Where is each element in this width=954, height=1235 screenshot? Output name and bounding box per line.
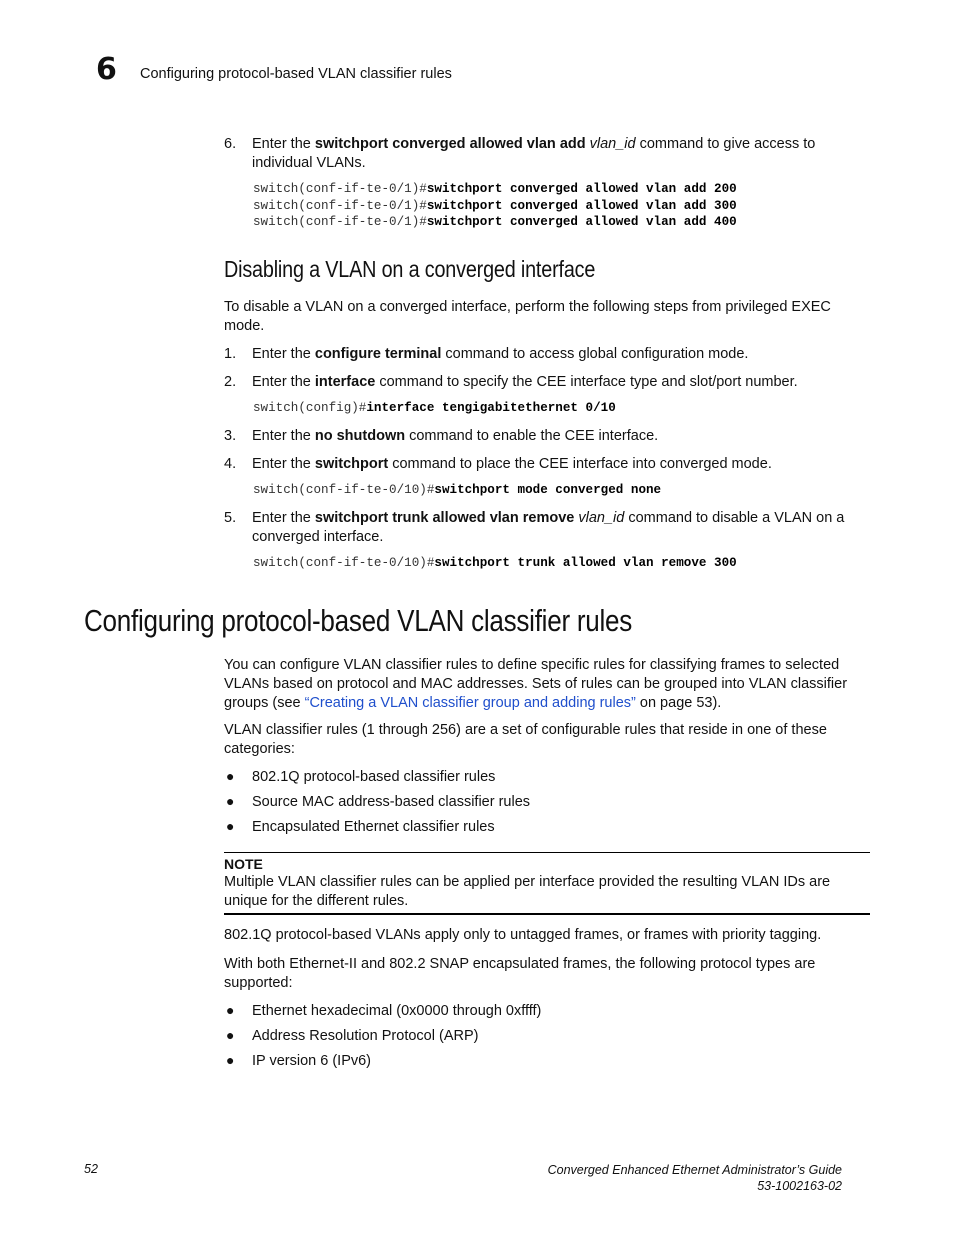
code-block: switch(conf-if-te-0/1)#switchport converged allowed vlan add 200 switch(conf-if-te-0/1)#switchport converged allowed vlan add 300 switch(conf-if-te-0/1)#switchport converged allowed vlan add 400 (253, 182, 737, 230)
step-number: 2. (224, 374, 237, 390)
note-top-rule (224, 852, 870, 853)
step-text: Enter the switchport command to place the CEE interface into converged mode. (252, 456, 772, 472)
paragraph: With both Ethernet-II and 802.2 SNAP encapsulated frames, the following protocol types are supported: (224, 956, 816, 991)
doc-number: 53-1002163-02 (757, 1179, 842, 1193)
code-line: switch(config)#interface tengigabitethernet 0/10 (253, 401, 616, 415)
step-number: 6. (224, 136, 237, 152)
command-name: interface (314, 374, 376, 390)
chapter-title: Configuring protocol-based VLAN classifier rules (140, 66, 452, 82)
step-number: 1. (224, 346, 237, 362)
step-text: Enter the configure terminal command to access global configuration mode. (252, 346, 749, 362)
chapter-number: 6 (96, 52, 117, 87)
code-line: switch(conf-if-te-0/10)#switchport trunk allowed vlan remove 300 (253, 556, 737, 570)
bullet-icon: ● (226, 1052, 235, 1068)
code-line: switch(conf-if-te-0/10)#switchport mode converged none (253, 483, 662, 497)
footer-guide (548, 1162, 842, 1194)
bullet-icon: ● (226, 1027, 235, 1043)
command-arg: vlan_id (585, 136, 636, 152)
bullet-icon: ● (226, 1002, 235, 1018)
step-number: 4. (224, 456, 237, 472)
guide-title: Converged Enhanced Ethernet Administrator’s Guide (547, 1163, 842, 1177)
page-number: 52 (84, 1162, 98, 1176)
command-name: switchport converged allowed vlan add (314, 136, 586, 152)
note-bottom-rule (224, 913, 870, 915)
list-item: Encapsulated Ethernet classifier rules (252, 819, 495, 835)
paragraph: VLAN classifier rules (1 through 256) are a set of configurable rules that reside in one of these categories: (224, 722, 827, 757)
command-arg: vlan_id (574, 510, 625, 526)
list-item: Ethernet hexadecimal (0x0000 through 0xffff) (252, 1003, 542, 1019)
step-text: Enter the switchport trunk allowed vlan remove vlan_id command to disable a VLAN on a converged interface. (252, 510, 845, 545)
list-item: Address Resolution Protocol (ARP) (252, 1028, 479, 1044)
paragraph: You can configure VLAN classifier rules to define specific rules for classifying frames to selected VLANs based on protocol and MAC addresses. Sets of rules can be grouped into VLAN classifier groups (see “Creating a VLAN classifier group and adding rules” on page 53). (224, 657, 848, 711)
command-name: switchport trunk allowed vlan remove (314, 510, 575, 526)
cross-reference-link[interactable]: “Creating a VLAN classifier group and adding rules” (304, 695, 636, 711)
note-label: NOTE (224, 856, 263, 872)
list-item: 802.1Q protocol-based classifier rules (252, 769, 496, 785)
step-text: Enter the interface command to specify the CEE interface type and slot/port number. (252, 374, 798, 390)
step-text: Enter the switchport converged allowed vlan add vlan_id command to give access to individual VLANs. (252, 136, 816, 171)
step-text: Enter the no shutdown command to enable the CEE interface. (252, 428, 659, 444)
step-number: 5. (224, 510, 237, 526)
command-name: switchport (314, 456, 389, 472)
bullet-icon: ● (226, 793, 235, 809)
bullet-icon: ● (226, 768, 235, 784)
command-name: configure terminal (314, 346, 442, 362)
paragraph: 802.1Q protocol-based VLANs apply only to untagged frames, or frames with priority tagging. (224, 927, 822, 943)
note-text: Multiple VLAN classifier rules can be applied per interface provided the resulting VLAN IDs are unique for the different rules. (224, 874, 831, 909)
section-heading: Disabling a VLAN on a converged interface (224, 256, 596, 282)
section-intro: To disable a VLAN on a converged interface, perform the following steps from privileged EXEC mode. (224, 299, 831, 334)
step-number: 3. (224, 428, 237, 444)
list-item: Source MAC address-based classifier rules (252, 794, 531, 810)
bullet-icon: ● (226, 818, 235, 834)
command-name: no shutdown (314, 428, 406, 444)
list-item: IP version 6 (IPv6) (252, 1053, 372, 1069)
main-heading: Configuring protocol-based VLAN classifier rules (84, 603, 633, 638)
